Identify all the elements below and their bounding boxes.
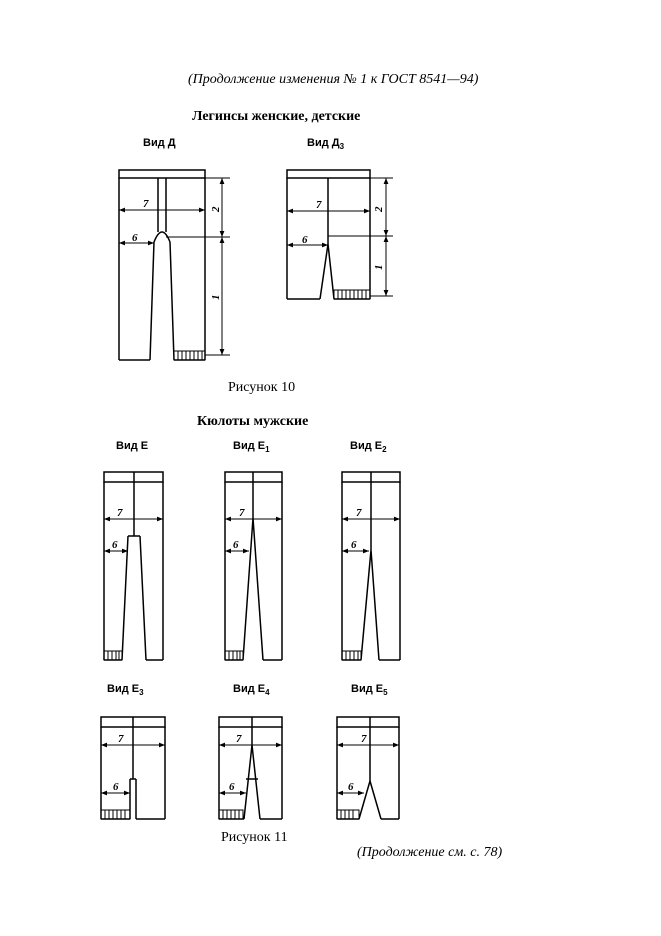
svg-text:7: 7 bbox=[361, 733, 367, 745]
continuation-header: (Продолжение изменения № 1 к ГОСТ 8541—94) bbox=[188, 72, 479, 87]
view-label-e5: Вид $Е_5$ bbox=[351, 683, 388, 697]
drawing-view-e5 bbox=[337, 717, 399, 819]
svg-text:7: 7 bbox=[143, 198, 149, 210]
view-label-e4: Вид $Е_4$ bbox=[233, 683, 270, 697]
svg-text:7: 7 bbox=[316, 199, 322, 211]
section-title-leggings: Легинсы женские, детские bbox=[192, 109, 361, 124]
drawing-view-e4 bbox=[219, 717, 282, 819]
view-label-e2: Вид $Е_2$ bbox=[350, 440, 387, 454]
svg-text:6: 6 bbox=[113, 781, 119, 793]
view-label-e1: Вид $Е_1$ bbox=[233, 440, 270, 454]
svg-text:2: 2 bbox=[210, 206, 222, 212]
drawing-view-e1 bbox=[225, 472, 282, 660]
drawing-view-e bbox=[104, 472, 163, 660]
svg-text:6: 6 bbox=[351, 539, 357, 551]
figure-caption-11: Рисунок 11 bbox=[221, 830, 288, 845]
drawing-view-e2 bbox=[342, 472, 400, 660]
drawing-view-d bbox=[119, 170, 205, 360]
continuation-footer: (Продолжение см. с. 78) bbox=[357, 845, 503, 860]
view-label-e3: Вид $Е_3$ bbox=[107, 683, 144, 697]
svg-text:1: 1 bbox=[373, 264, 385, 270]
svg-text:7: 7 bbox=[118, 733, 124, 745]
dimensions-view-e5 bbox=[337, 733, 399, 793]
svg-text:7: 7 bbox=[239, 507, 245, 519]
svg-text:1: 1 bbox=[210, 294, 222, 300]
drawing-view-e3 bbox=[101, 717, 165, 819]
section-title-culottes: Кюлоты мужские bbox=[197, 414, 309, 429]
svg-text:6: 6 bbox=[302, 234, 308, 246]
view-label-d3: Вид $Д_3$ bbox=[307, 137, 345, 151]
svg-text:7: 7 bbox=[236, 733, 242, 745]
svg-text:6: 6 bbox=[132, 232, 138, 244]
svg-text:6: 6 bbox=[348, 781, 354, 793]
svg-text:7: 7 bbox=[117, 507, 123, 519]
svg-text:2: 2 bbox=[373, 206, 385, 212]
drawing-view-d3 bbox=[287, 170, 370, 299]
view-label-e: Вид Е bbox=[116, 440, 149, 452]
figure-caption-10: Рисунок 10 bbox=[228, 380, 296, 395]
svg-text:6: 6 bbox=[112, 539, 118, 551]
view-label-d: Вид Д bbox=[143, 137, 176, 149]
svg-text:6: 6 bbox=[229, 781, 235, 793]
dimensions-view-d3 bbox=[287, 178, 393, 296]
svg-text:6: 6 bbox=[233, 539, 239, 551]
svg-text:7: 7 bbox=[356, 507, 362, 519]
dimensions-view-d bbox=[119, 178, 230, 355]
